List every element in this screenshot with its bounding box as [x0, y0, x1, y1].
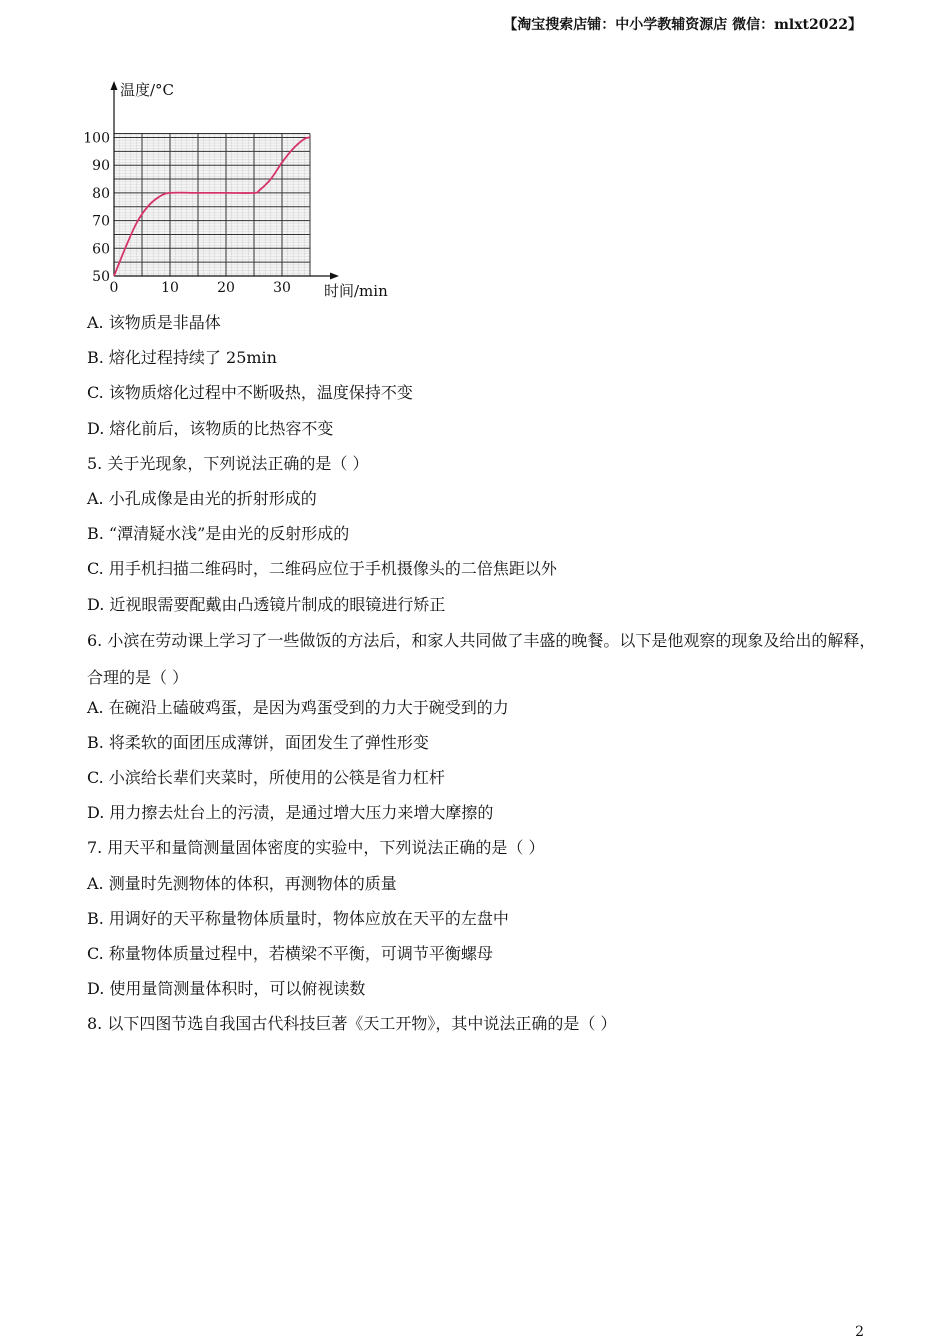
x-tick-label: 10	[161, 280, 179, 296]
q7-stem: 7. 用天平和量筒测量固体密度的实验中，下列说法正确的是（ ）	[87, 838, 545, 858]
q4-option-d: D. 熔化前后，该物质的比热容不变	[87, 418, 334, 438]
q6-option-c: C. 小滨给长辈们夹菜时，所使用的公筷是省力杠杆	[87, 768, 445, 788]
q5-option-c: C. 用手机扫描二维码时，二维码应位于手机摄像头的二倍焦距以外	[87, 559, 557, 579]
temperature-time-chart	[83, 76, 406, 304]
q4-option-b: B. 熔化过程持续了 25min	[87, 348, 277, 368]
q4-option-a: A. 该物质是非晶体	[87, 313, 221, 332]
y-tick-label: 60	[92, 241, 110, 258]
q6-option-b: B. 将柔软的面团压成薄饼，面团发生了弹性形变	[87, 732, 429, 752]
q7-option-a: A. 测量时先测物体的体积，再测物体的质量	[87, 873, 397, 893]
q5-option-b: B. “潭清疑水浅”是由光的反射形成的	[87, 524, 350, 544]
page-number: 2	[855, 1324, 864, 1340]
y-tick-label: 90	[92, 158, 110, 175]
q5-stem: 5. 关于光现象，下列说法正确的是（ ）	[87, 453, 369, 473]
q7-option-c: C. 称量物体质量过程中，若横梁不平衡，可调节平衡螺母	[87, 944, 493, 963]
q6-option-d: D. 用力擦去灶台上的污渍，是通过增大压力来增大摩擦的	[87, 803, 494, 823]
q8-stem: 8. 以下四图节选自我国古代科技巨著《天工开物》，其中说法正确的是（ ）	[87, 1014, 617, 1034]
x-tick-label: 20	[217, 280, 235, 296]
x-tick-label: 30	[273, 280, 291, 296]
q7-option-b: B. 用调好的天平称量物体质量时，物体应放在天平的左盘中	[87, 908, 509, 928]
y-tick-label: 70	[92, 213, 110, 230]
x-axis-arrow	[330, 273, 339, 280]
y-axis-arrow	[111, 81, 118, 90]
q7-option-d: D. 使用量筒测量体积时，可以俯视读数	[87, 979, 366, 999]
y-tick-label: 80	[92, 185, 110, 202]
q5-option-a: A. 小孔成像是由光的折射形成的	[87, 488, 317, 508]
x-tick-label: 0	[109, 280, 119, 296]
chart-grid	[114, 134, 310, 277]
q5-option-d: D. 近视眼需要配戴由凸透镜片制成的眼镜进行矫正	[87, 594, 446, 614]
y-tick-label: 100	[83, 130, 110, 147]
grid-background	[114, 134, 310, 277]
y-tick-label: 50	[92, 269, 110, 285]
chart-ylabel: 温度/°C	[120, 81, 175, 99]
q6-option-a: A. 在碗沿上磕破鸡蛋，是因为鸡蛋受到的力大于碗受到的力	[87, 697, 509, 717]
q6-stem: 6. 小滨在劳动课上学习了一些做饭的方法后，和家人共同做了丰盛的晚餐。以下是他观察的现象及给出的解释，合理的是（ ）	[87, 630, 876, 687]
q4-option-c: C. 该物质熔化过程中不断吸热，温度保持不变	[87, 383, 413, 403]
chart-xlabel: 时间/min	[324, 282, 388, 300]
page-header: 【淘宝搜索店铺：中小学教辅资源店 微信：mlxt2022】	[503, 17, 862, 33]
questions	[87, 312, 877, 1049]
